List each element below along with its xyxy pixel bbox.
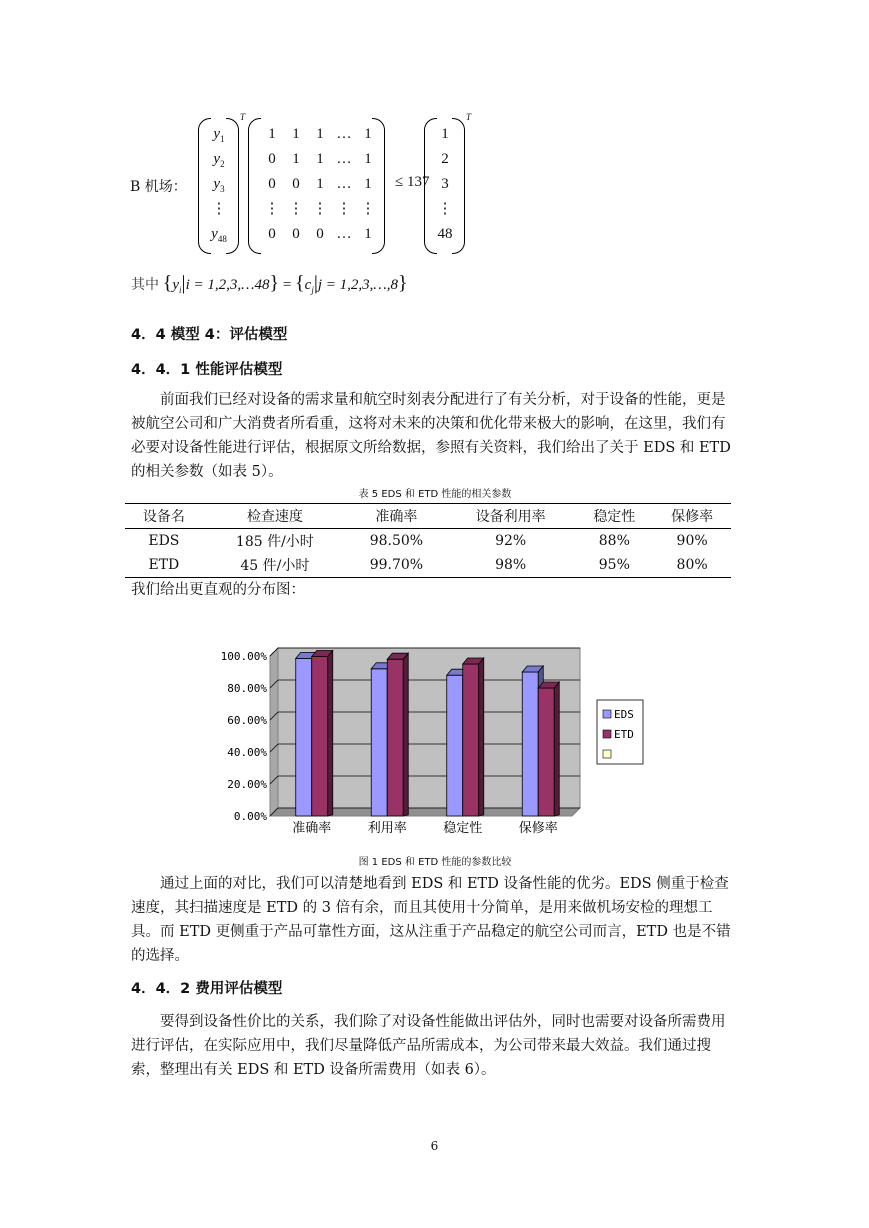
transpose-mark-1: T (240, 112, 246, 122)
x-category-label: 保修率 (518, 821, 558, 836)
equation-label: B 机场： (130, 179, 187, 195)
paragraph-performance: 前面我们已经对设备的需求量和航空时刻表分配进行了有关分析，对于设备的性能，更是被航空公司和广大消费者所看重，这将对未来的决策和优化带来极大的影响，在这里，我们有必要对设备性能进行评估，根据原文所给数据，参照有关资料，我们给出了关于 EDS 和 ETD 的相关参数（如表 5）。 (131, 392, 731, 480)
matrix-cell: … (336, 151, 352, 167)
rhs-vector-entry: ⋮ (437, 201, 453, 217)
matrix-cell: ⋮ (264, 201, 280, 217)
table5-header-cell: 检查速度 (203, 504, 347, 529)
table5-row (125, 553, 731, 578)
matrix-cell: 0 (268, 176, 276, 192)
matrix-row (260, 122, 380, 147)
table5-cell: 95% (575, 553, 653, 578)
rhs-vector-entry: 1 (441, 126, 449, 142)
matrix-row (260, 147, 380, 172)
table5-cell: 45 件/小时 (203, 553, 347, 578)
y-tick-label: 0.00% (233, 810, 267, 823)
matrix-cell: 1 (316, 126, 324, 142)
matrix-cell: … (336, 126, 352, 142)
table5-cell: EDS (148, 533, 180, 549)
y-tick-label: 60.00% (227, 714, 267, 727)
page-number: 6 (430, 1139, 439, 1153)
section-heading-4-4: 4．4 模型 4：评估模型 (131, 327, 288, 343)
matrix-cell: 1 (364, 226, 372, 242)
matrix-cell: ⋮ (336, 201, 352, 217)
table5-header-cell: 稳定性 (575, 504, 653, 529)
equation-b-airport (130, 112, 690, 258)
table5-header-cell: 保修率 (653, 504, 731, 529)
legend-swatch-empty (603, 750, 611, 758)
rhs-vector-entry: 48 (437, 226, 453, 242)
matrix-cell: 1 (364, 176, 372, 192)
section-heading-4-4-1: 4．4．1 性能评估模型 (131, 362, 283, 378)
table5-caption: 表 5 EDS 和 ETD 性能的相关参数 (358, 489, 512, 500)
y-vector-entry: $y_{48}$ (211, 226, 227, 244)
table5-cell: 90% (676, 533, 708, 549)
where-line: 其中 {$y_i|i$ = 1,2,3,…48} = {$c_j|j$ = 1,2,3,…,8} (131, 272, 408, 295)
figure1-caption: 图 1 EDS 和 ETD 性能的参数比较 (358, 857, 512, 868)
transpose-mark-2: T (466, 112, 472, 122)
matrix-cell: … (336, 176, 352, 192)
rhs-vector-entry: 3 (441, 176, 449, 192)
y-tick-label: 20.00% (227, 778, 267, 791)
inequality: ≤ 137 (395, 174, 430, 190)
matrix-cell: 1 (364, 126, 372, 142)
table5 (125, 503, 731, 578)
where-prefix: 其中 (131, 277, 159, 293)
table5-row (125, 529, 731, 554)
matrix-cell: 1 (292, 151, 300, 167)
matrix-cell: 1 (316, 176, 324, 192)
matrix-row (260, 172, 380, 197)
section-heading-4-4-2: 4．4．2 费用评估模型 (131, 981, 283, 997)
matrix-cell: 0 (292, 226, 300, 242)
matrix-cell: 0 (316, 226, 324, 242)
matrix-cell: 1 (316, 151, 324, 167)
legend-swatch (603, 730, 611, 738)
plot-side-wall (270, 648, 278, 816)
matrix-row (260, 197, 380, 222)
x-category-label: 准确率 (292, 821, 332, 836)
y-vector-entry: ⋮ (211, 201, 227, 217)
table5-cell: 92% (495, 533, 527, 549)
table5-cell: 185 件/小时 (235, 534, 314, 550)
set-equals: = (282, 277, 292, 293)
rhs-vector-entry: 2 (441, 151, 449, 167)
matrix-cell: 1 (292, 126, 300, 142)
legend-label: EDS (614, 708, 634, 721)
matrix-cell: ⋮ (312, 201, 328, 217)
bar-etd (538, 682, 559, 816)
matrix-cell: ⋮ (288, 201, 304, 217)
paragraph-cost: 要得到设备性价比的关系，我们除了对设备性能做出评估外，同时也需要对设备所需费用进行评估，在实际应用中，我们尽量降低产品所需成本，为公司带来最大效益。我们通过搜索，整理出有关 EDS 和 ETD 设备所需费用（如表 6）。 (131, 1014, 726, 1078)
matrix-row (260, 222, 380, 247)
chart-legend (597, 700, 643, 764)
matrix-cell: … (336, 226, 352, 242)
bar-etd (312, 650, 333, 816)
matrix-cell: 0 (268, 226, 276, 242)
table5-header-cell: 设备利用率 (446, 504, 576, 529)
y-vector-entry: $y_3$ (213, 176, 225, 194)
y-tick-label: 100.00% (220, 650, 267, 663)
set2-condition: j = 1,2,3,…,8 (317, 277, 398, 293)
matrix-cell: 1 (364, 151, 372, 167)
y-vector (198, 112, 246, 252)
y-vector-entry: $y_1$ (213, 126, 225, 144)
coefficient-matrix (248, 118, 388, 252)
table5-cell: 98% (446, 553, 576, 578)
table5-cell: 98.50% (369, 533, 424, 549)
performance-bar-chart (200, 630, 660, 840)
matrix-cell: 0 (268, 151, 276, 167)
x-category-label: 稳定性 (443, 821, 483, 836)
table5-cell: 88% (598, 533, 630, 549)
table5-cell: 80% (653, 553, 731, 578)
y-tick-label: 40.00% (227, 746, 267, 759)
matrix-cell: ⋮ (360, 201, 376, 217)
table5-cell: 99.70% (347, 553, 446, 578)
set1-condition: i = 1,2,3,…48 (185, 277, 270, 293)
legend-swatch (603, 710, 611, 718)
table5-header-cell: 设备名 (125, 504, 203, 529)
matrix-cell: 1 (268, 126, 276, 142)
y-vector-entry: $y_2$ (213, 151, 225, 169)
paragraph-comparison: 通过上面的对比，我们可以清楚地看到 EDS 和 ETD 设备性能的优劣。EDS 侧重于检查速度，其扫描速度是 ETD 的 3 倍有余，而且其使用十分简单，是用来做机场安检的理想工具。而 ETD 更侧重于产品可靠性方面，这从注重于产品稳定的航空公司而言，ETD 也是不错的选择。 (131, 876, 731, 964)
table5-cell: ETD (125, 553, 203, 578)
legend-label: ETD (614, 728, 634, 741)
matrix-cell: 0 (292, 176, 300, 192)
table5-header-cell: 准确率 (347, 504, 446, 529)
chart-intro: 我们给出更直观的分布图： (131, 582, 305, 598)
y-tick-label: 80.00% (227, 682, 267, 695)
x-category-label: 利用率 (367, 821, 407, 836)
bar-etd (387, 653, 408, 816)
bar-etd (463, 658, 484, 816)
rhs-vector (424, 112, 472, 252)
